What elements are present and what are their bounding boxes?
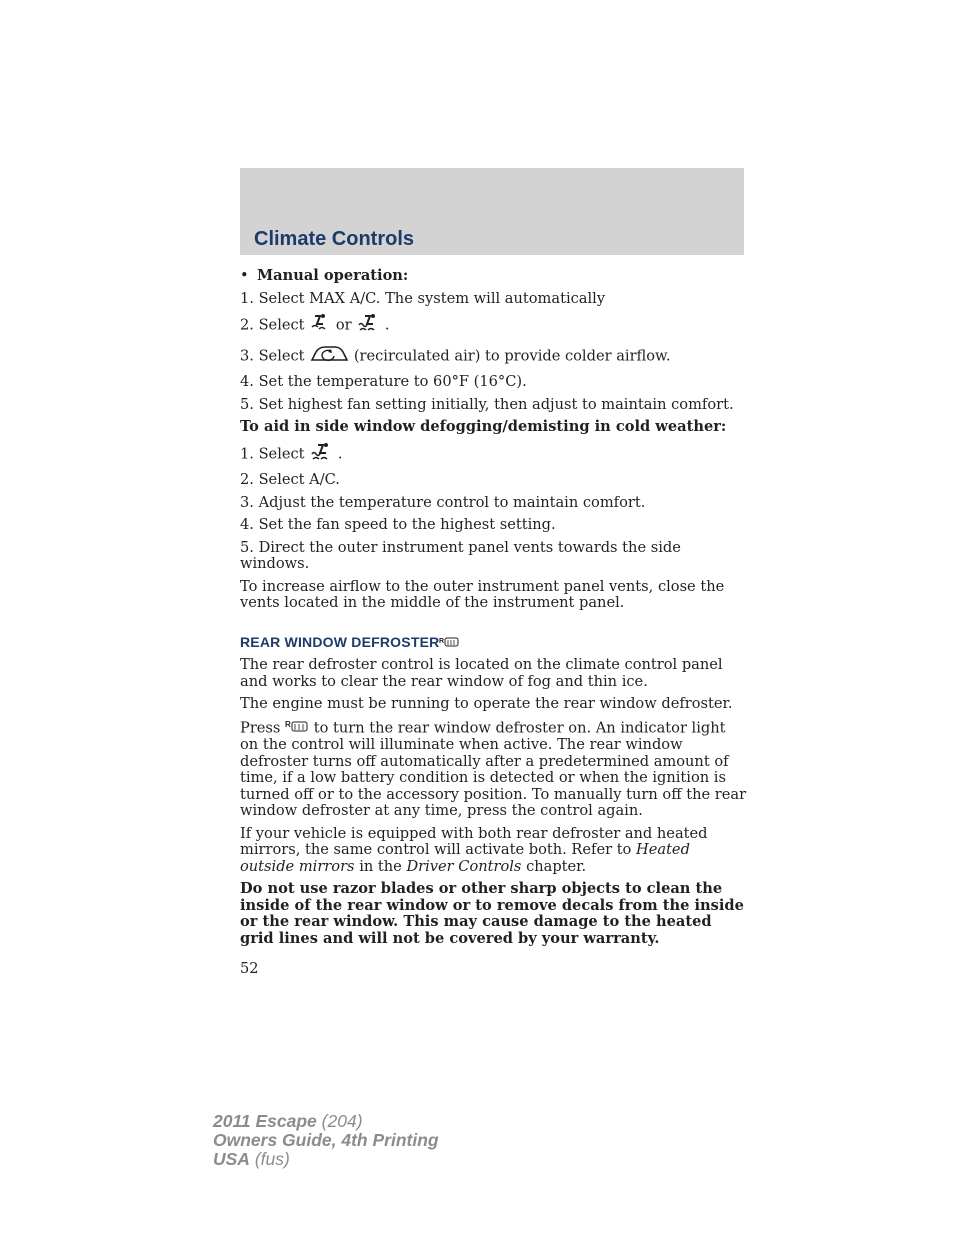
rear-defroster-heading: REAR WINDOW DEFROSTER R (240, 634, 748, 652)
warning-text: Do not use razor blades or other sharp objects to clean the inside of the rear window or to remove decals from the inside or the rear window. This may cause damage to the heated grid lines and will not be covered by your warranty. (240, 880, 744, 947)
rear-defrost-icon (439, 635, 459, 652)
floor-vent-icon (309, 313, 331, 338)
footer-line-1: 2011 Escape (204) (213, 1111, 363, 1131)
side-step-3: 3. Adjust the temperature control to maintain comfort. (240, 493, 646, 511)
rear-paragraph-1: The rear defroster control is located on the climate control panel and works to clear the rear window of fog and thin ice. (240, 656, 723, 690)
svg-text:R: R (285, 719, 291, 729)
side-note: To increase airflow to the outer instrument panel vents, close the vents located in the middle of the instrument panel. (240, 577, 725, 611)
footer (213, 1112, 439, 1169)
recirculate-icon (309, 344, 349, 369)
manual-step-3: 3. Select (recirculated air) to provide colder airflow. (240, 344, 748, 369)
manual-step-1: 1. Select MAX A/C. The system will automatically (240, 289, 606, 307)
footer-line-3: USA (fus) (213, 1149, 290, 1169)
main-content (240, 268, 748, 947)
svg-text:R: R (439, 637, 445, 645)
page-title: Climate Controls (254, 228, 415, 250)
footer-line-2: Owners Guide, 4th Printing (213, 1130, 439, 1150)
side-step-4: 4. Set the fan speed to the highest setting. (240, 516, 556, 533)
manual-step-5: 5. Set highest fan setting initially, then adjust to maintain comfort. (240, 395, 734, 413)
manual-step-4: 4. Set the temperature to 60°F (16°C). (240, 373, 527, 390)
rear-paragraph-3: Press R to turn the rear window defroster on. An indicator light on the control will illuminate when active. The rear window defroster turns off automatically after a predetermined amount of time, if a low battery condition is detected or when the ignition is turned off or to the accessory position. To manually turn off the rear window defroster at any time, press the control again. (240, 718, 747, 820)
manual-heading: • Manual operation: (240, 267, 409, 284)
rear-defrost-icon (285, 719, 309, 738)
section-header (240, 168, 744, 255)
side-step-2: 2. Select A/C. (240, 471, 340, 488)
side-heading: To aid in side window defogging/demisting in cold weather: (240, 418, 727, 435)
rear-paragraph-4: If your vehicle is equipped with both rear defroster and heated mirrors, the same control will activate both. Refer to Heated outside mirrors in the Driver Controls chapter. (240, 824, 708, 875)
side-step-5: 5. Direct the outer instrument panel vents towards the side windows. (240, 538, 681, 572)
side-step-1: 1. Select . (240, 442, 748, 467)
rear-paragraph-2: The engine must be running to operate the rear window defroster. (240, 695, 733, 713)
floor-defrost-icon (356, 313, 380, 338)
manual-step-2: 2. Select or . (240, 313, 748, 338)
floor-defrost-icon (309, 442, 333, 467)
page-number: 52 (240, 960, 259, 977)
